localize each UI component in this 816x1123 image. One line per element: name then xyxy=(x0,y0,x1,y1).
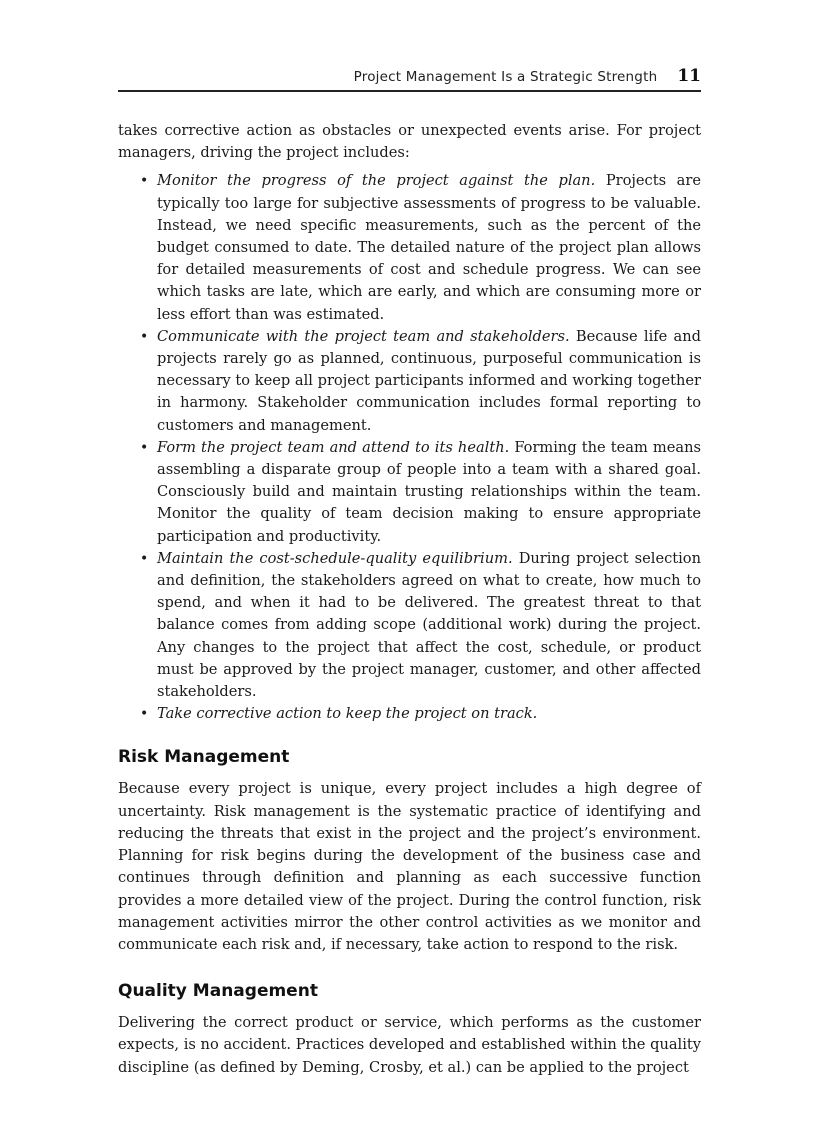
bullet-lead: Form the project team and attend to its health. xyxy=(157,438,510,456)
quality-management-paragraph: Delivering the correct product or service, which performs as the customer expects, is no accident. Practices developed and established within the quality discipline (as defined by Deming, Crosby, et al.) can be applied to the project xyxy=(118,1014,701,1076)
bullet-text: Because life and projects rarely go as planned, continuous, purposeful communication is necessary to keep all project participants informed and working together in harmony. Stakeholder communication includes formal reporting to customers and management. xyxy=(157,327,701,434)
intro-paragraph: takes corrective action as obstacles or unexpected events arise. For project managers, driving the project includes: xyxy=(118,122,701,162)
bullet-item-equilibrium xyxy=(118,548,701,703)
running-head xyxy=(118,66,701,92)
bullet-item-corrective-action xyxy=(118,703,701,725)
bullet-icon: • xyxy=(140,550,149,567)
book-page xyxy=(118,66,701,1079)
bullet-text: Projects are typically too large for subjective assessments of progress to be valuable. Instead, we need specific measurements, such as the percent of the budget consumed to date. The detailed nature of the project plan allows for detailed measurements of cost and schedule progress. We can see which tasks are late, which are early, and which are consuming more or less effort than was estimated. xyxy=(157,172,701,323)
bullet-icon: • xyxy=(140,328,149,345)
bullet-icon: • xyxy=(140,706,149,723)
bullet-icon: • xyxy=(140,173,149,190)
body-text xyxy=(118,120,701,1079)
bullet-lead: Maintain the cost-schedule-quality equilibrium. xyxy=(157,549,513,567)
bullet-item-monitor-progress xyxy=(118,170,701,325)
bullet-item-form-team xyxy=(118,437,701,548)
bullet-list xyxy=(118,170,701,725)
bullet-icon: • xyxy=(140,439,149,456)
page-number: 11 xyxy=(677,66,701,86)
bullet-item-communicate xyxy=(118,326,701,437)
bullet-lead: Monitor the progress of the project against the plan. xyxy=(157,172,596,190)
bullet-lead: Take corrective action to keep the project on track. xyxy=(157,705,538,723)
risk-management-heading: Risk Management xyxy=(118,747,290,768)
risk-management-paragraph: Because every project is unique, every project includes a high degree of uncertainty. Risk management is the systematic practice of identifying and reducing the threats that exist in the project and the project’s environment. Planning for risk begins during the development of the business case and continues through definition and planning as each successive function provides a more detailed view of the project. During the control function, risk management activities mirror the other control activities as we monitor and communicate each risk and, if necessary, take action to respond to the risk. xyxy=(118,780,701,953)
quality-management-heading: Quality Management xyxy=(118,981,318,1002)
bullet-text: During project selection and definition, the stakeholders agreed on what to create, how much to spend, and when it had to be delivered. The greatest threat to that balance comes from adding scope (additional work) during the project. Any changes to the project that affect the cost, schedule, or product must be approved by the project manager, customer, and other affected stakeholders. xyxy=(157,549,701,701)
bullet-text: Forming the team means assembling a disparate group of people into a team with a shared goal. Consciously build and maintain trusting relationships within the team. Monitor the quality of team decision making to ensure appropriate participation and productivity. xyxy=(157,438,701,545)
running-head-title: Project Management Is a Strategic Strength xyxy=(353,69,658,85)
bullet-lead: Communicate with the project team and stakeholders. xyxy=(157,327,570,345)
